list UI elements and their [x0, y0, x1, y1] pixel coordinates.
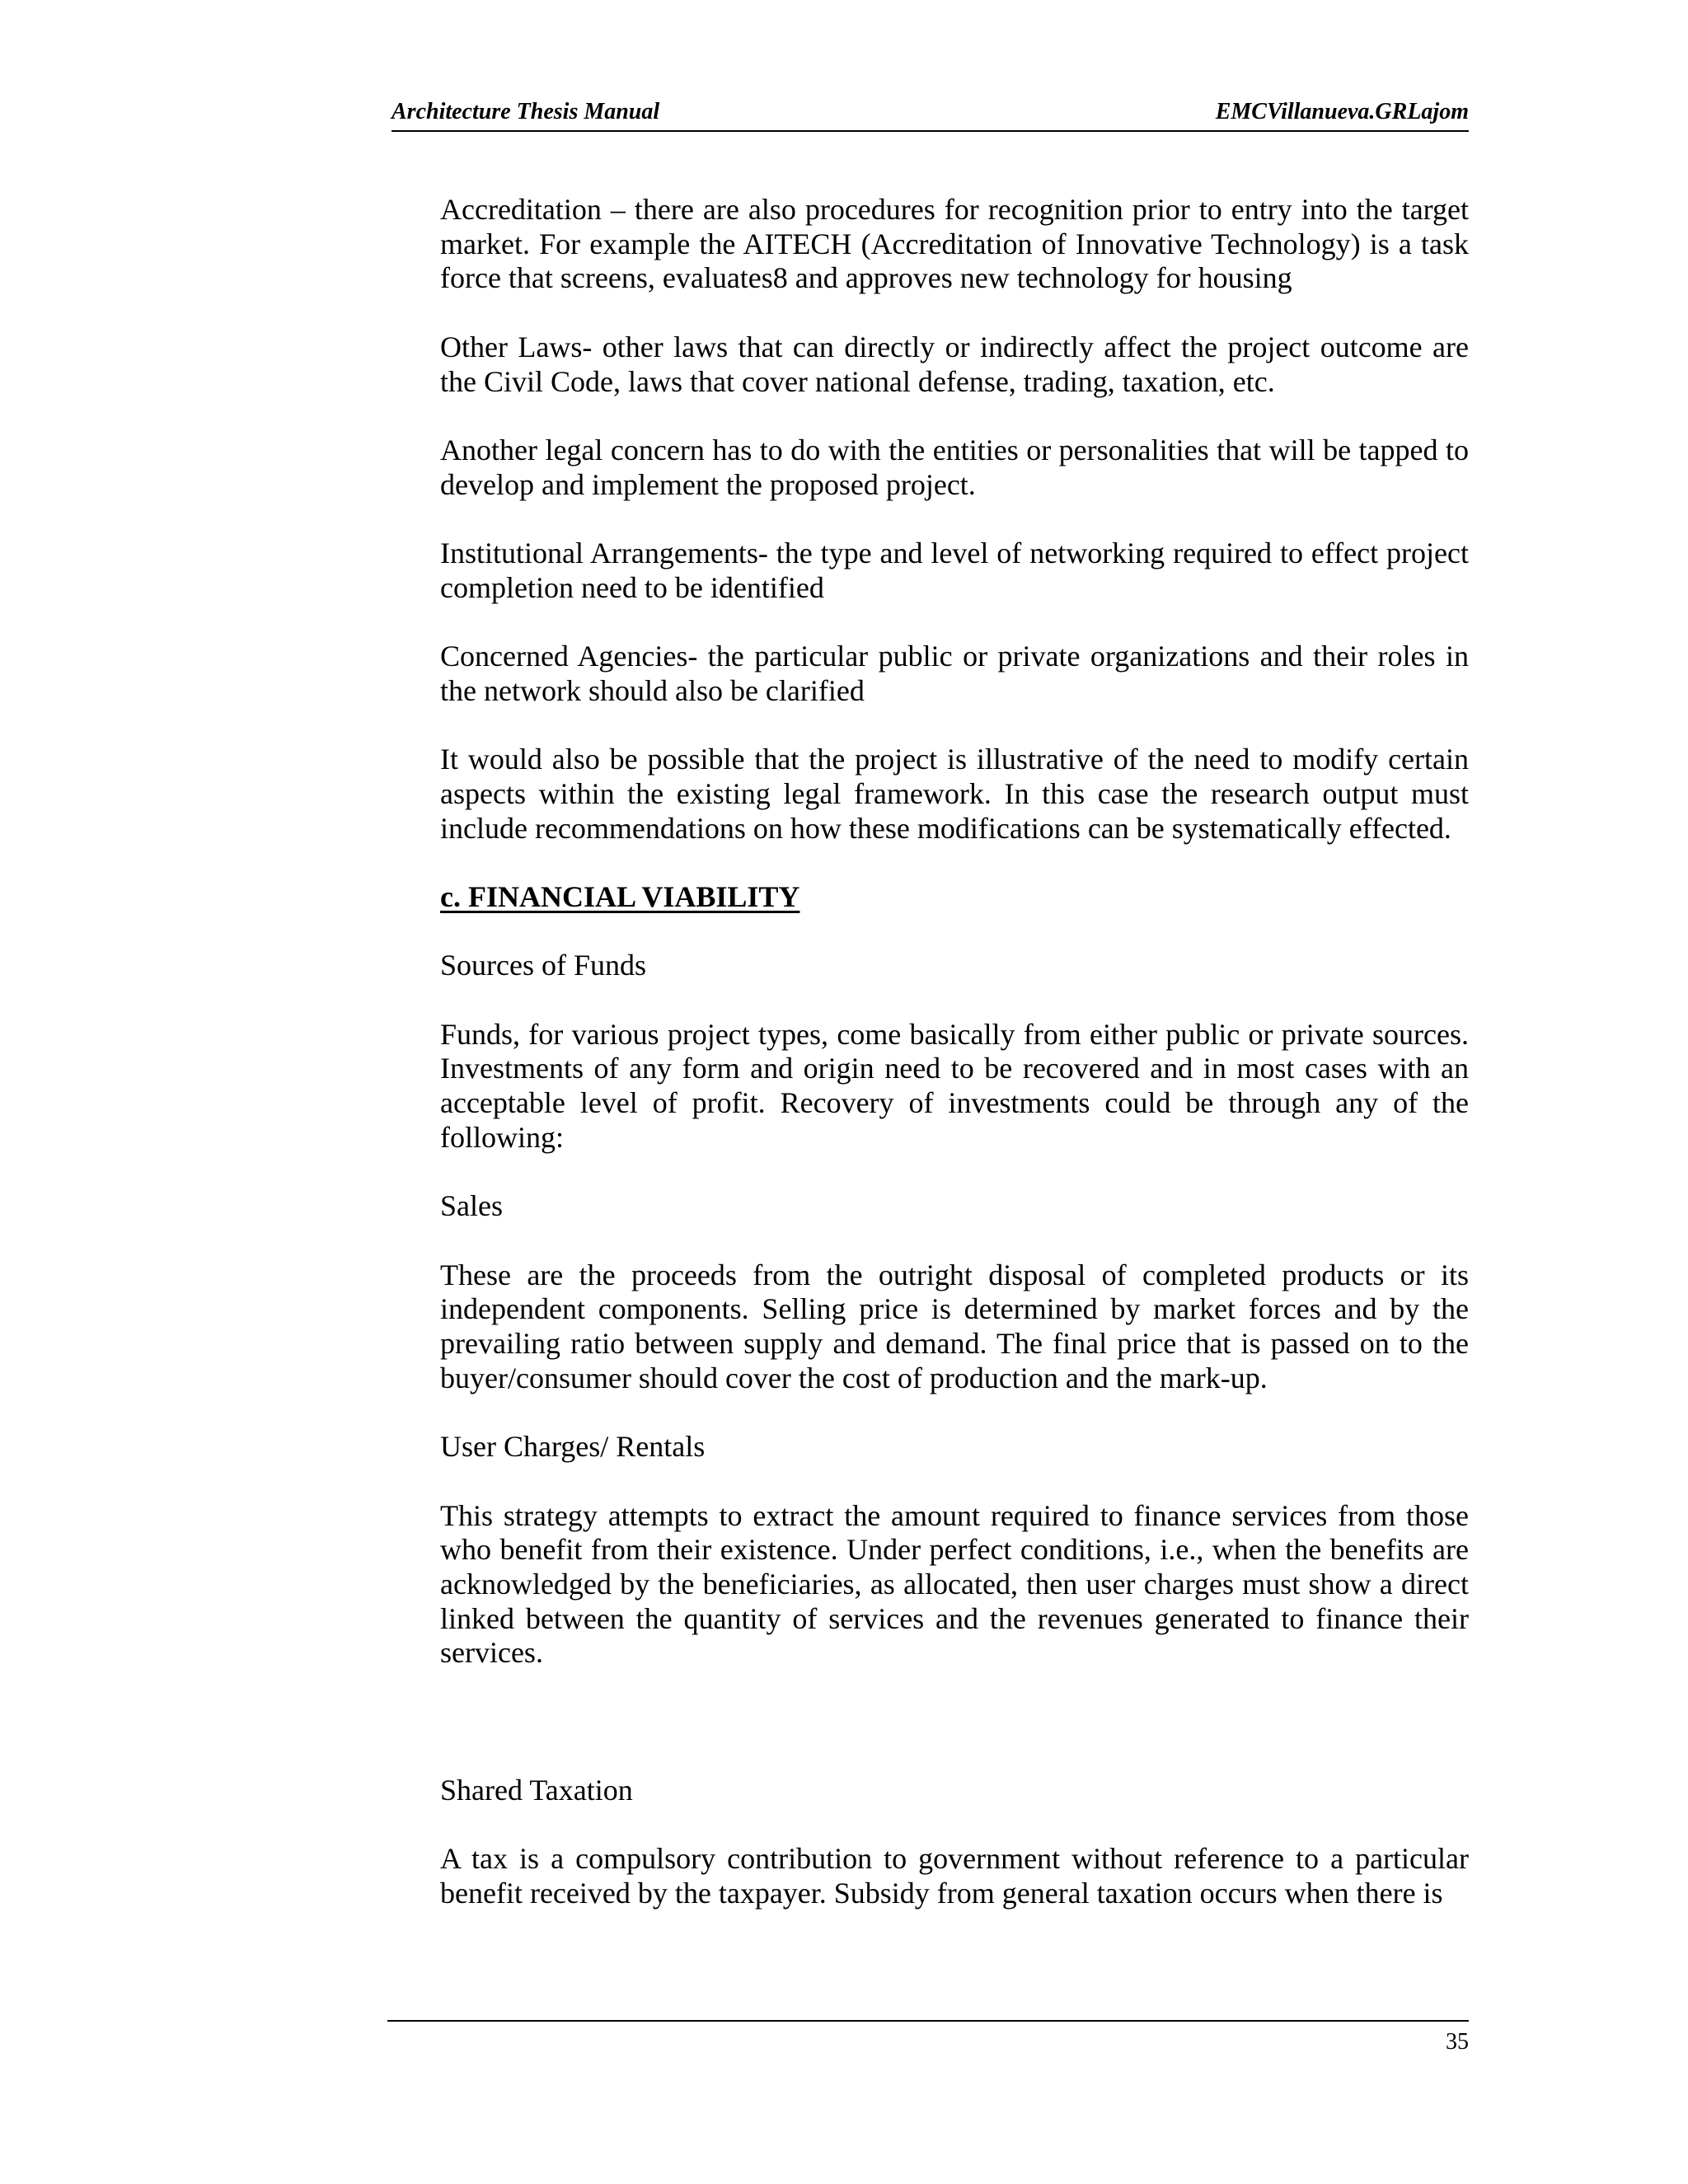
- paragraph-legal-concern: Another legal concern has to do with the entities or personalities that will be tapped to develop and implement the proposed project.: [440, 433, 1469, 501]
- paragraph-concerned-agencies: Concerned Agencies- the particular public or private organizations and their roles in the network should also be clarified: [440, 640, 1469, 707]
- subheading-sources-of-funds: Sources of Funds: [440, 949, 646, 982]
- footer-rule: [387, 2020, 1469, 2022]
- paragraph-tax: A tax is a compulsory contribution to government without reference to a particular benefit received by the taxpayer. Subsidy from general taxation occurs when there is: [440, 1842, 1469, 1910]
- subheading-user-charges: User Charges/ Rentals: [440, 1430, 706, 1464]
- subheading-shared-taxation: Shared Taxation: [440, 1773, 633, 1807]
- paragraph-institutional-arrangements: Institutional Arrangements- the type and level of networking required to effect project completion need to be identified: [440, 536, 1469, 604]
- subheading-sales: Sales: [440, 1189, 503, 1223]
- header-authors: EMCVillanueva.GRLajom: [1215, 99, 1469, 124]
- paragraph-user-charges: This strategy attempts to extract the amount required to finance services from those who benefit from their existence. Under perfect conditions, i.e., when the benefits are acknowledged by the beneficiaries, as allocated, then user charges must show a direct linked between the quantity of services and the revenues generated to finance their services.: [440, 1498, 1469, 1670]
- header-title: Architecture Thesis Manual: [392, 99, 660, 124]
- page-body: [440, 193, 1469, 1945]
- page-number: 35: [1446, 2029, 1469, 2055]
- section-heading-financial-viability: c. FINANCIAL VIABILITY: [440, 879, 800, 913]
- paragraph-accreditation: Accreditation – there are also procedures for recognition prior to entry into the target market. For example the AITECH (Accreditation of Innovative Technology) is a task force that screens, evaluates8 and approves new technology for housing: [440, 193, 1469, 295]
- page-header: [392, 96, 1469, 132]
- blank-space: [440, 1705, 1469, 1774]
- paragraph-legal-framework: It would also be possible that the project is illustrative of the need to modify certain aspects within the existing legal framework. In this case the research output must include recommendations on how these modifications can be systematically effected.: [440, 743, 1469, 845]
- paragraph-other-laws: Other Laws- other laws that can directly or indirectly affect the project outcome are the Civil Code, laws that cover national defense, trading, taxation, etc.: [440, 330, 1469, 398]
- paragraph-sales: These are the proceeds from the outright disposal of completed products or its independent components. Selling price is determined by market forces and by the prevailing ratio between supply and demand. The final price that is passed on to the buyer/consumer should cover the cost of production and the mark-up.: [440, 1258, 1469, 1394]
- paragraph-funds: Funds, for various project types, come basically from either public or private sources. Investments of any form and origin need to be recovered and in most cases with an acceptable level of profit. Recovery of investments could be through any of the following:: [440, 1017, 1469, 1154]
